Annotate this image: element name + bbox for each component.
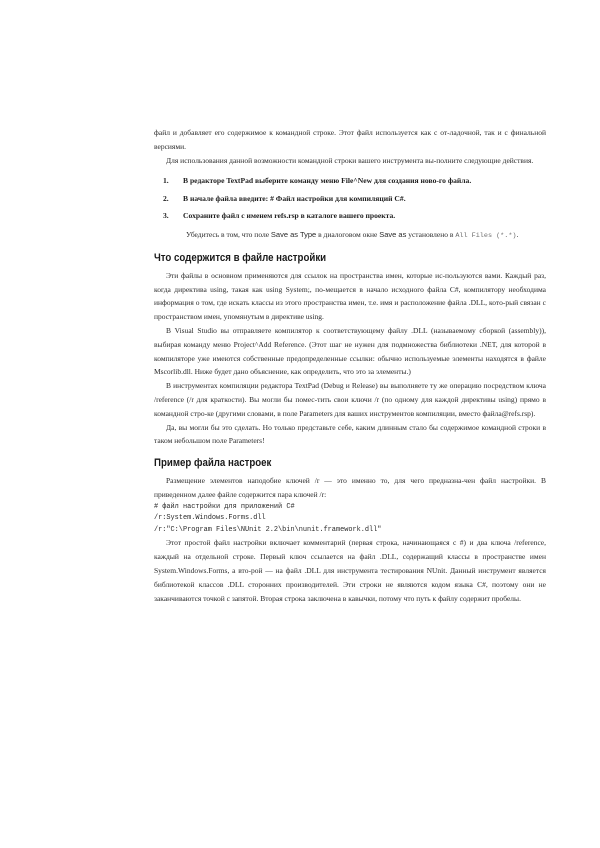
- step-item: [154, 175, 546, 188]
- section1-paragraph-1: Эти файлы в основном применяются для ссылок на пространства имен, которые ис-пользуются вами. Каждый раз, когда директива using, такая как using System;, по-мещается в начало исходного файла C#, компилятору необходима информация о том, где искать классы из этого пространства имен, т.е. имя и расположение файла .DLL, кото-рый связан с пространством имен, упомянутым в директиве using.: [154, 270, 546, 322]
- section1-paragraph-3: В инструментах компиляции редактора TextPad (Debug и Release) вы выполняете ту же операцию посредством ключа /reference (/r для краткости). Вы могли бы помес-тить свои ключи /r (по одному для каждой директивы using) прямо в командной стро-ке (другими словами, в поле Parameters для ваших инструментов компиляции, вместо файла@refs.rsp).: [154, 381, 546, 418]
- step-item: [154, 210, 546, 223]
- section2-paragraph-1: Размещение элементов наподобие ключей /r — это именно то, для чего предназна-чен файл настройки. В приведенном далее файле содержится пара ключей /r:: [154, 476, 546, 500]
- step-number: 3.: [163, 211, 169, 221]
- document-page: [154, 126, 546, 605]
- note-text: Убедитесь в том, что поле: [186, 229, 271, 239]
- code-line-comment: # файл настройки для приложений C#: [154, 502, 295, 511]
- steps-list: [154, 175, 546, 223]
- step-number: 2.: [163, 193, 169, 203]
- step-number: 1.: [163, 176, 169, 186]
- section-heading-settings-content: Что содержится в файле настройки: [154, 251, 327, 264]
- note-text: в диалоговом окне: [316, 229, 380, 239]
- note-dialog-name: Save as: [379, 229, 407, 239]
- section1-paragraph-2: В Visual Studio вы отправляете компилятор к соответствующему файлу .DLL (называемому сборкой (assembly)), выбирая команду меню Project^Add Reference. (Этот шаг не нужен для подмножества библиотеки .NET, для которой в компиляторе уже имеются собственные предопределенные ссылки: обычно используемые элементы находятся в файле Mscorlib.dll. Ниже будет дано объяснение, как определить, что это за элементы.): [154, 326, 546, 377]
- step-text: В редакторе TextPad выберите команду меню File^New для создания ново-го файла.: [183, 176, 472, 186]
- step-text: В начале файла введите: # Файл настройки для компиляций C#.: [183, 193, 406, 203]
- step-text: Сохраните файл с именем refs.rsp в каталоге вашего проекта.: [183, 211, 396, 221]
- section-heading-settings-example: Пример файла настроек: [154, 457, 272, 470]
- step3-note: [186, 228, 546, 243]
- intro-paragraph-1: файл и добавляет его содержимое к командной строке. Этот файл используется как с от-ладочной, так и с финальной версиями.: [154, 128, 546, 151]
- intro-paragraph-2: Для использования данной возможности командной строки вашего инструмента вы-полните следующие действия.: [166, 155, 534, 165]
- step-item: [154, 193, 546, 206]
- note-field-name: Save as Type: [270, 229, 317, 239]
- note-value: All Files (*.*): [455, 231, 517, 240]
- note-text: .: [516, 229, 519, 239]
- note-text: установлено в: [406, 229, 456, 239]
- code-line-reference: /r:"C:\Program Files\NUnit 2.2\bin\nunit.framework.dll": [154, 525, 382, 534]
- section1-paragraph-4: Да, вы могли бы это сделать. Но только представьте себе, каким длинным стало бы содержимое командной строки в таком небольшом поле Parameters!: [154, 422, 546, 446]
- code-line-reference: /r:System.Windows.Forms.dll: [154, 514, 266, 523]
- code-listing: [154, 502, 546, 537]
- section2-paragraph-2: Этот простой файл настройки включает комментарий (первая строка, начинающаяся с #) и два ключа /reference, каждый на отдельной строке. Первый ключ ссылается на файл .DLL, содержащий классы в пространстве имен System.Windows.Forms, а вто-рой — на файл .DLL для инструмента тестирования NUnit. Данный инструмент является библиотекой классов .DLL сторонних производителей. Эти строки не являются кодом языка C#, поэтому они не заканчиваются точкой с запятой. Вторая строка заключена в кавычки, потому что путь к файлу содержит пробелы.: [154, 538, 546, 603]
